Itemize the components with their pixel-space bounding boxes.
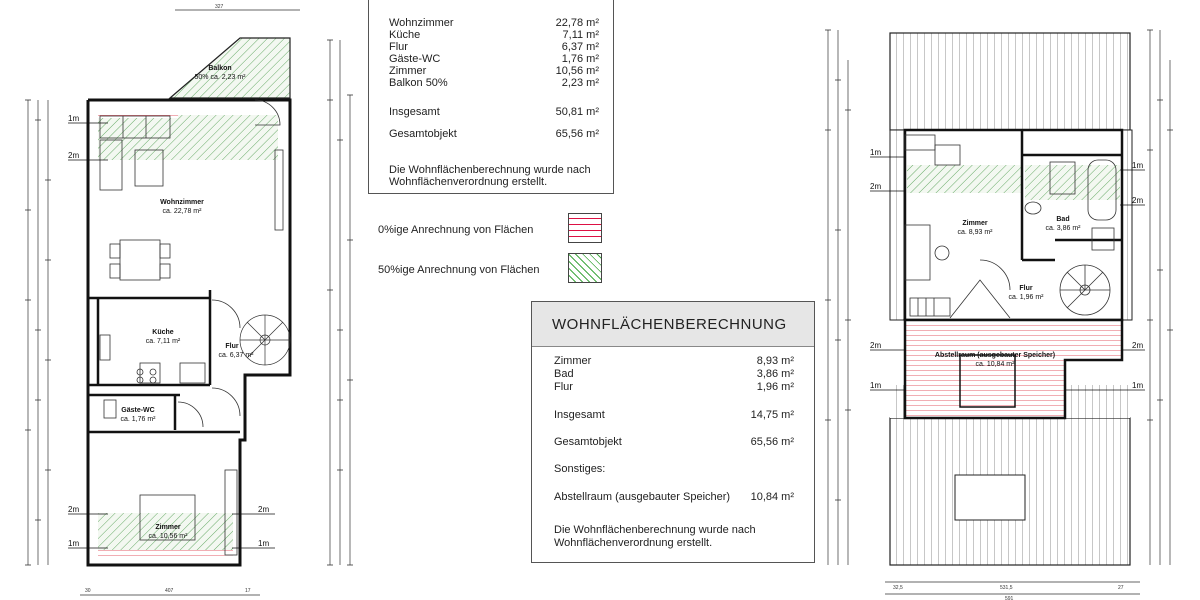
level-mark-1m: 1m — [1132, 161, 1144, 170]
room-area-abstellraum: ca. 10,84 m² — [975, 361, 1015, 368]
room-area-gaeste-wc: ca. 1,76 m² — [120, 416, 156, 423]
total-row — [554, 409, 794, 421]
roof-window — [955, 475, 1025, 520]
object-row — [389, 128, 599, 140]
row-label: Balkon 50% — [389, 77, 448, 89]
row-value: 22,78 m² — [555, 17, 599, 29]
table-row — [389, 17, 599, 29]
row-label: Flur — [554, 381, 573, 393]
legend-zero-percent: 0%ige Anrechnung von Flächen — [378, 224, 534, 236]
table-header — [532, 302, 814, 347]
row-value: 3,86 m² — [756, 368, 794, 380]
room-name-flur: Flur — [225, 343, 239, 350]
room-name-balkon: Balkon — [208, 65, 232, 72]
room-name-bad: Bad — [1056, 216, 1070, 223]
table-row — [554, 368, 794, 380]
row-value: 6,37 m² — [561, 41, 599, 53]
room-name-wohnzimmer: Wohnzimmer — [160, 199, 204, 206]
dim-bottom-b: 407 — [165, 588, 174, 594]
level-mark-2m: 2m — [68, 505, 80, 514]
row-label: Zimmer — [389, 65, 427, 77]
total-value: 14,75 m² — [750, 409, 794, 421]
room-name-zimmer: Zimmer — [155, 524, 181, 531]
room-area-flur: ca. 1,96 m² — [1008, 294, 1044, 301]
row-value: 1,76 m² — [561, 53, 599, 65]
row-value: 8,93 m² — [756, 355, 794, 367]
room-name-kueche: Küche — [152, 329, 174, 336]
object-label: Gesamtobjekt — [554, 436, 622, 448]
level-mark-1m: 1m — [1132, 381, 1144, 390]
table-row — [554, 355, 794, 367]
note-line: Die Wohnflächenberechnung wurde nach — [554, 524, 756, 536]
room-area-zimmer: ca. 8,93 m² — [957, 229, 993, 236]
legend-swatch-zero — [568, 213, 602, 243]
object-row — [554, 436, 794, 448]
row-label: Flur — [389, 41, 408, 53]
area-table-attic — [531, 301, 815, 563]
object-value: 65,56 m² — [750, 436, 794, 448]
room-area-balkon: 50% ca. 2,23 m² — [194, 74, 246, 81]
room-name-abstellraum: Abstellraum (ausgebauter Speicher) — [934, 352, 1056, 359]
total-value: 50,81 m² — [555, 106, 599, 118]
room-hatch-area — [907, 165, 1022, 193]
left-floor-plan — [25, 4, 353, 595]
total-row — [389, 106, 599, 118]
room-area-flur: ca. 6,37 m² — [218, 352, 254, 359]
level-mark-2m: 2m — [68, 151, 80, 160]
table-row — [554, 381, 794, 393]
room-name-gaeste-wc: Gäste-WC — [121, 407, 155, 414]
room-name-zimmer: Zimmer — [962, 220, 988, 227]
room-area-kueche: ca. 7,11 m² — [145, 338, 181, 345]
note-line: Wohnflächenverordnung erstellt. — [554, 537, 713, 549]
right-floor-plan — [825, 30, 1173, 600]
row-value: 7,11 m² — [562, 29, 599, 41]
row-value: 1,96 m² — [756, 381, 794, 393]
storage-label: Abstellraum (ausgebauter Speicher) — [554, 491, 731, 503]
table-title: WOHNFLÄCHENBERECHNUNG — [552, 316, 787, 333]
level-mark-2m: 2m — [258, 505, 270, 514]
level-mark-1m: 1m — [870, 148, 882, 157]
row-label: Bad — [554, 368, 574, 380]
note-line: Die Wohnflächenberechnung wurde nach — [389, 164, 591, 176]
level-mark-1m: 1m — [68, 114, 80, 123]
room-name-flur: Flur — [1019, 285, 1033, 292]
roof-top — [890, 33, 1130, 130]
table-row — [389, 41, 599, 53]
row-label: Gäste-WC — [389, 53, 441, 65]
storage-row — [554, 491, 794, 503]
level-mark-2m: 2m — [1132, 341, 1144, 350]
table-row — [389, 53, 599, 65]
dim-bottom-c: 17 — [245, 588, 251, 594]
area-table-ground-floor — [368, 0, 614, 194]
level-mark-1m: 1m — [870, 381, 882, 390]
dim-top: 327 — [215, 4, 224, 10]
note-line: Wohnflächenverordnung erstellt. — [389, 176, 548, 188]
row-label: Wohnzimmer — [389, 17, 454, 29]
table-row — [389, 65, 599, 77]
legend-fifty-percent: 50%ige Anrechnung von Flächen — [378, 264, 540, 276]
level-mark-2m: 2m — [870, 182, 882, 191]
object-label: Gesamtobjekt — [389, 128, 457, 140]
level-mark-2m: 2m — [870, 341, 882, 350]
row-label: Küche — [389, 29, 421, 41]
row-label: Zimmer — [554, 355, 592, 367]
table-row — [389, 29, 599, 41]
misc-label: Sonstiges: — [554, 463, 606, 475]
dim-bottom-c: 27 — [1118, 585, 1124, 591]
level-mark-1m: 1m — [258, 539, 270, 548]
dim-bottom-a: 32,5 — [893, 585, 903, 591]
living-hatch-area — [98, 115, 278, 160]
total-label: Insgesamt — [389, 106, 440, 118]
table-row — [389, 77, 599, 89]
row-value: 10,56 m² — [555, 65, 599, 77]
storage-value: 10,84 m² — [750, 491, 794, 503]
level-mark-1m: 1m — [68, 539, 80, 548]
object-value: 65,56 m² — [555, 128, 599, 140]
room-area-zimmer: ca. 10,56 m² — [148, 533, 188, 540]
dim-bottom-b: 531,5 — [1000, 585, 1013, 591]
dim-bottom-total: 591 — [1005, 596, 1014, 600]
row-value: 2,23 m² — [561, 77, 599, 89]
legend-swatch-fifty — [568, 253, 602, 283]
total-label: Insgesamt — [554, 409, 605, 421]
room-area-bad: ca. 3,86 m² — [1045, 225, 1081, 232]
dim-bottom-a: 30 — [85, 588, 91, 594]
level-mark-2m: 2m — [1132, 196, 1144, 205]
room-area-wohnzimmer: ca. 22,78 m² — [162, 208, 202, 215]
